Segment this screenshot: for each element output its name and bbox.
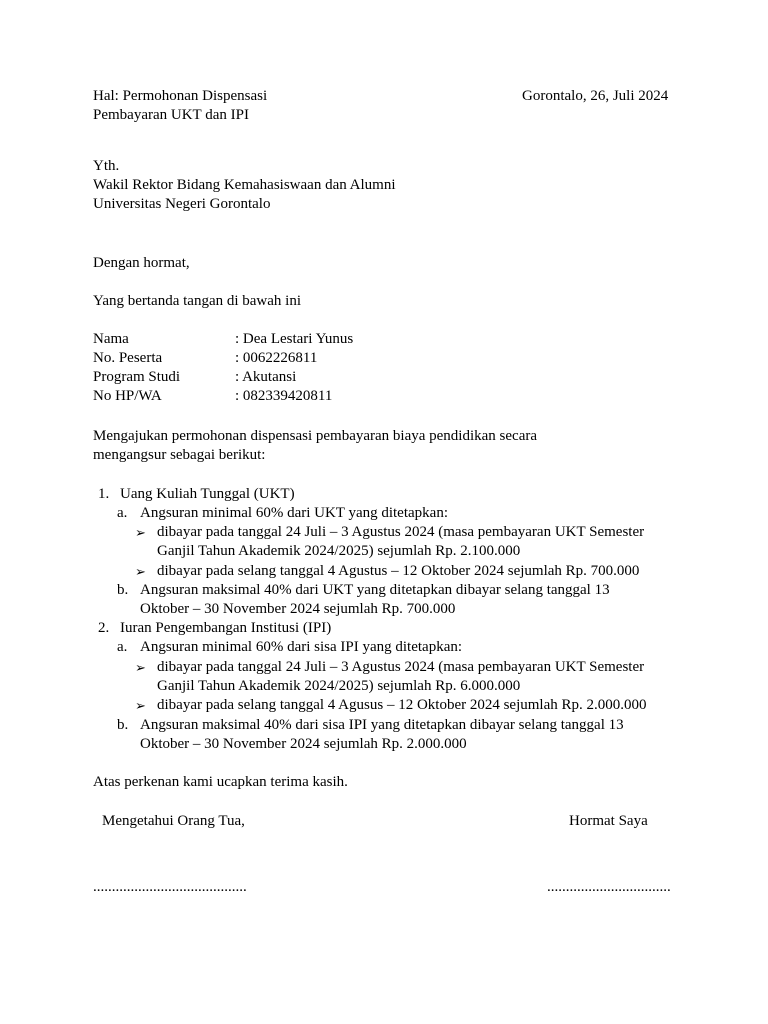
subitem-text: Angsuran maksimal 40% dari sisa IPI yang ditetapkan dibayar selang tanggal 13: [140, 717, 624, 733]
subitem-letter: b.: [117, 582, 129, 598]
subitem-text: Angsuran maksimal 40% dari UKT yang ditetapkan dibayar selang tanggal 13: [140, 582, 610, 598]
subject-line-1: Hal: Permohonan Dispensasi: [93, 88, 268, 104]
identity-row: [0, 387, 768, 406]
identity-row: [0, 349, 768, 368]
parent-signature-label: Mengetahui Orang Tua,: [102, 813, 245, 829]
identity-row: [0, 330, 768, 349]
subitem-letter: b.: [117, 717, 129, 733]
subject-line-2: Pembayaran UKT dan IPI: [93, 107, 249, 123]
greeting: Dengan hormat,: [93, 255, 190, 271]
arrow-bullet-icon: ➢: [135, 525, 146, 540]
subitem-text: Angsuran minimal 60% dari sisa IPI yang ditetapkan:: [140, 639, 463, 655]
subitem-letter: a.: [117, 639, 128, 655]
sender-signature-line: .................................: [547, 879, 671, 895]
bullet-text: dibayar pada selang tanggal 4 Agusus – 12 Oktober 2024 sejumlah Rp. 2.000.000: [157, 697, 647, 713]
arrow-bullet-icon: ➢: [135, 564, 146, 579]
identity-value: : Akutansi: [235, 369, 297, 385]
item-title: Uang Kuliah Tunggal (UKT): [120, 486, 295, 502]
place-date: Gorontalo, 26, Juli 2024: [522, 88, 669, 104]
subitem-text: Angsuran minimal 60% dari UKT yang ditetapkan:: [140, 505, 448, 521]
subitem-letter: a.: [117, 505, 128, 521]
item-number: 2.: [98, 620, 110, 636]
identity-label: No. Peserta: [93, 350, 163, 366]
bullet-text: Ganjil Tahun Akademik 2024/2025) sejumlah Rp. 2.100.000: [157, 543, 521, 559]
bullet-text: dibayar pada tanggal 24 Juli – 3 Agustus 2024 (masa pembayaran UKT Semester: [157, 659, 645, 675]
identity-row: [0, 368, 768, 387]
identity-label: Nama: [93, 331, 129, 347]
bullet-text: dibayar pada tanggal 24 Juli – 3 Agustus 2024 (masa pembayaran UKT Semester: [157, 524, 645, 540]
recipient-line-2: Universitas Negeri Gorontalo: [93, 196, 271, 212]
intro-text: Yang bertanda tangan di bawah ini: [93, 293, 302, 309]
bullet-text: dibayar pada selang tanggal 4 Agustus – 12 Oktober 2024 sejumlah Rp. 700.000: [157, 563, 640, 579]
item-title: Iuran Pengembangan Institusi (IPI): [120, 620, 332, 636]
recipient-line-1: Wakil Rektor Bidang Kemahasiswaan dan Alumni: [93, 177, 396, 193]
subitem-text: Oktober – 30 November 2024 sejumlah Rp. 700.000: [140, 601, 456, 617]
arrow-bullet-icon: ➢: [135, 698, 146, 713]
request-line-1: Mengajukan permohonan dispensasi pembayaran biaya pendidikan secara: [93, 428, 538, 444]
request-line-2: mengangsur sebagai berikut:: [93, 447, 266, 463]
identity-value: : 0062226811: [235, 350, 318, 366]
parent-signature-line: .........................................: [93, 879, 247, 895]
sender-signature-label: Hormat Saya: [569, 813, 648, 829]
identity-label: No HP/WA: [93, 388, 162, 404]
closing-text: Atas perkenan kami ucapkan terima kasih.: [93, 774, 348, 790]
recipient-salutation: Yth.: [93, 158, 120, 174]
identity-label: Program Studi: [93, 369, 181, 385]
subitem-text: Oktober – 30 November 2024 sejumlah Rp. 2.000.000: [140, 736, 467, 752]
identity-value: : Dea Lestari Yunus: [235, 331, 354, 347]
bullet-text: Ganjil Tahun Akademik 2024/2025) sejumlah Rp. 6.000.000: [157, 678, 521, 694]
arrow-bullet-icon: ➢: [135, 660, 146, 675]
identity-value: : 082339420811: [235, 388, 333, 404]
item-number: 1.: [98, 486, 110, 502]
